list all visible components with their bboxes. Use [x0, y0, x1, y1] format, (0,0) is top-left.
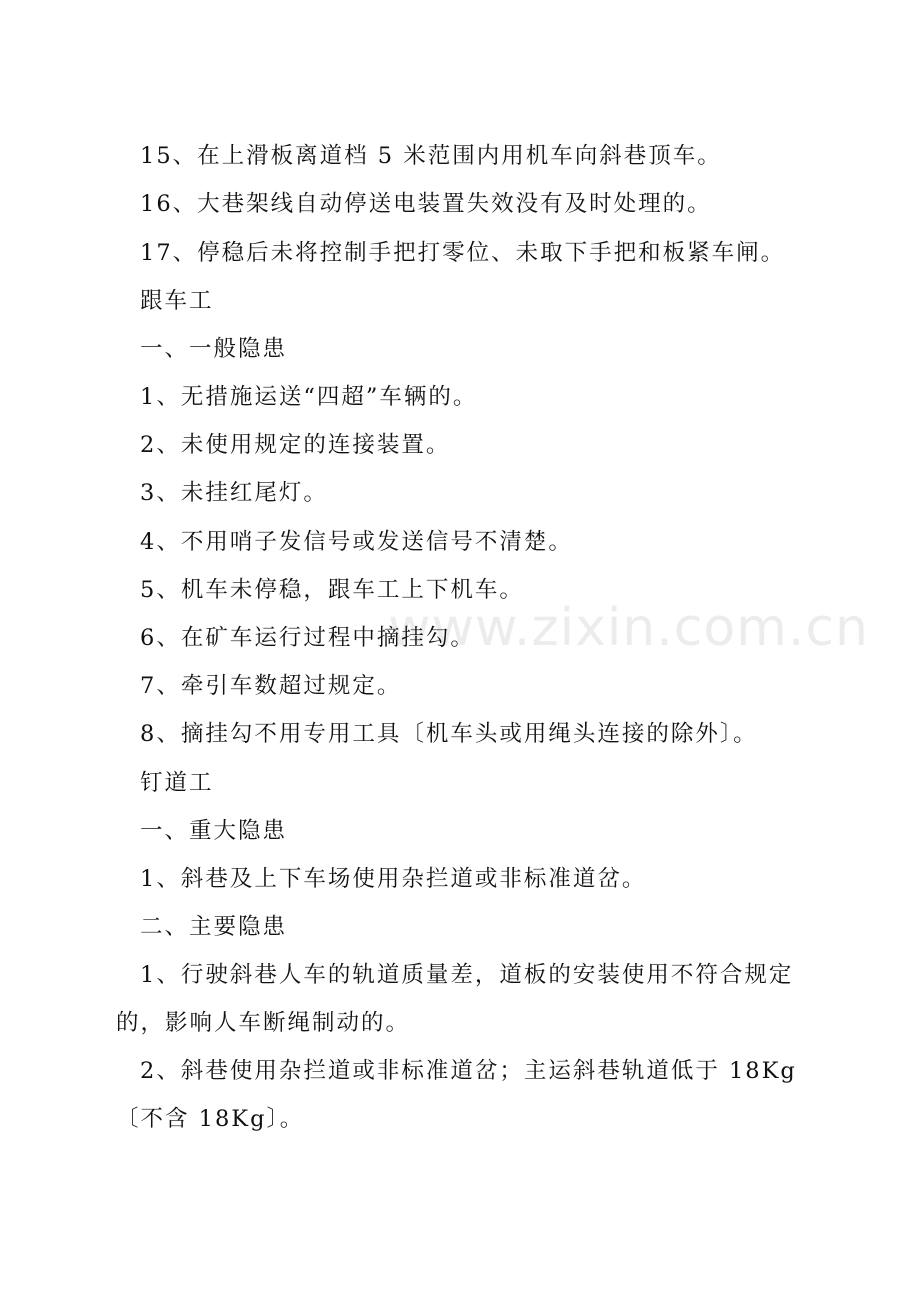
list-item-3: 3、未挂红尾灯。	[140, 480, 328, 506]
list-item-15: 15、在上滑板离道档 5 米范围内用机车向斜巷顶车。	[140, 143, 722, 169]
subheading-major-hazards: 一、重大隐患	[140, 818, 288, 844]
subheading-main-hazards: 二、主要隐患	[140, 914, 288, 940]
list-item-8: 8、摘挂勾不用专用工具〔机车头或用绳头连接的除外〕。	[140, 721, 758, 747]
list-item-5: 5、机车未停稳，跟车工上下机车。	[140, 577, 524, 603]
list-item-1: 1、斜巷及上下车场使用杂拦道或非标准道岔。	[140, 866, 647, 892]
watermark: www.zixin.com.cn	[388, 598, 869, 658]
list-item-2: 2、未使用规定的连接装置。	[140, 432, 451, 458]
list-item-4: 4、不用哨子发信号或发送信号不清楚。	[140, 529, 573, 555]
list-item-7: 7、牵引车数超过规定。	[140, 673, 402, 699]
list-item-1: 1、无措施运送“四超”车辆的。	[140, 384, 478, 410]
section-heading-train-follower: 跟车工	[140, 288, 214, 314]
list-item-17: 17、停稳后未将控制手把打零位、未取下手把和板紧车闸。	[140, 240, 786, 266]
list-item-2-multiline: 2、斜巷使用杂拦道或非标准道岔；主运斜巷轨道低于 18Kg〔不含 18Kg〕。	[116, 1058, 797, 1132]
list-item-6: 6、在矿车运行过程中摘挂勾。	[140, 625, 475, 651]
list-item-1-multiline: 1、行驶斜巷人车的轨道质量差，道板的安装使用不符合规定的，影响人车断绳制动的。	[116, 962, 794, 1036]
list-item-16: 16、大巷架线自动停送电装置失效没有及时处理的。	[140, 191, 712, 217]
subheading-general-hazards: 一、一般隐患	[140, 336, 288, 362]
section-heading-track-worker: 钉道工	[140, 770, 214, 796]
